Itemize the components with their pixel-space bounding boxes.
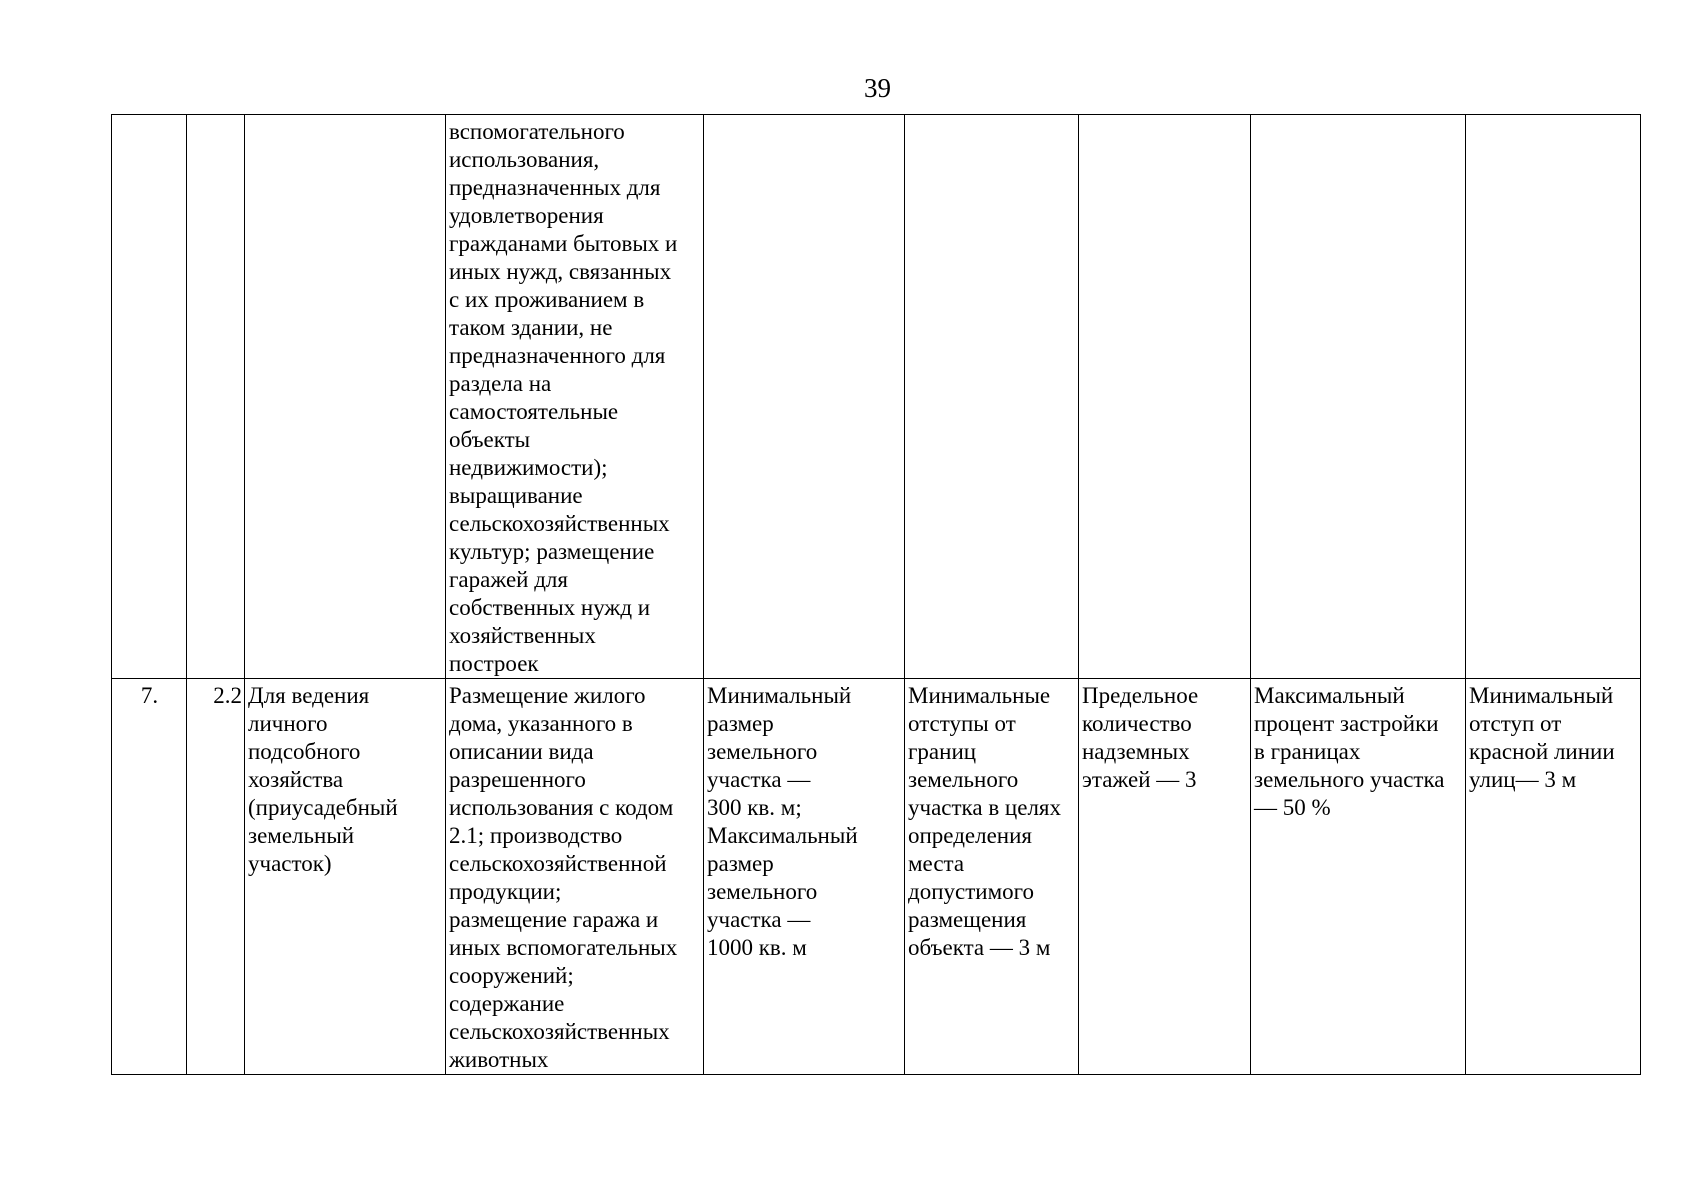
table-row xyxy=(112,679,1641,1075)
use-description-cell: Размещение жилого дома, указанного в описании вида разрешенного использования с кодом 2.1; производство сельскохозяйственной продукции; размещение гаража и иных вспомогательных сооружений; содержание сельскохозяйственных животных xyxy=(446,679,704,1075)
row-number-cell xyxy=(112,115,187,679)
setbacks-cell xyxy=(905,115,1079,679)
page-number: 39 xyxy=(864,73,891,103)
setbacks-cell: Минимальные отступы от границ земельного участка в целях определения места допустимого размещения объекта — 3 м xyxy=(905,679,1079,1075)
code-cell: 2.2 xyxy=(187,679,245,1075)
coverage-cell: Максимальный процент застройки в границах земельного участка — 50 % xyxy=(1251,679,1466,1075)
floors-cell xyxy=(1079,115,1251,679)
floors-cell: Предельное количество надземных этажей — 3 xyxy=(1079,679,1251,1075)
coverage-cell xyxy=(1251,115,1466,679)
code-cell xyxy=(187,115,245,679)
table-row xyxy=(112,115,1641,679)
use-name-cell: Для ведения личного подсобного хозяйства (приусадебный земельный участок) xyxy=(245,679,446,1075)
regulations-table xyxy=(111,114,1641,1075)
row-number-cell: 7. xyxy=(112,679,187,1075)
plot-size-cell xyxy=(704,115,905,679)
use-name-cell xyxy=(245,115,446,679)
red-line-cell: Минимальный отступ от красной линии улиц— 3 м xyxy=(1466,679,1641,1075)
use-description-cell: вспомогательного использования, предназначенных для удовлетворения гражданами бытовых и иных нужд, связанных с их проживанием в таком здании, не предназначенного для раздела на самостоятельные объекты недвижимости); выращивание сельскохозяйственных культур; размещение гаражей для собственных нужд и хозяйственных построек xyxy=(446,115,704,679)
plot-size-cell: Минимальный размер земельного участка — 300 кв. м; Максимальный размер земельного участка — 1000 кв. м xyxy=(704,679,905,1075)
red-line-cell xyxy=(1466,115,1641,679)
